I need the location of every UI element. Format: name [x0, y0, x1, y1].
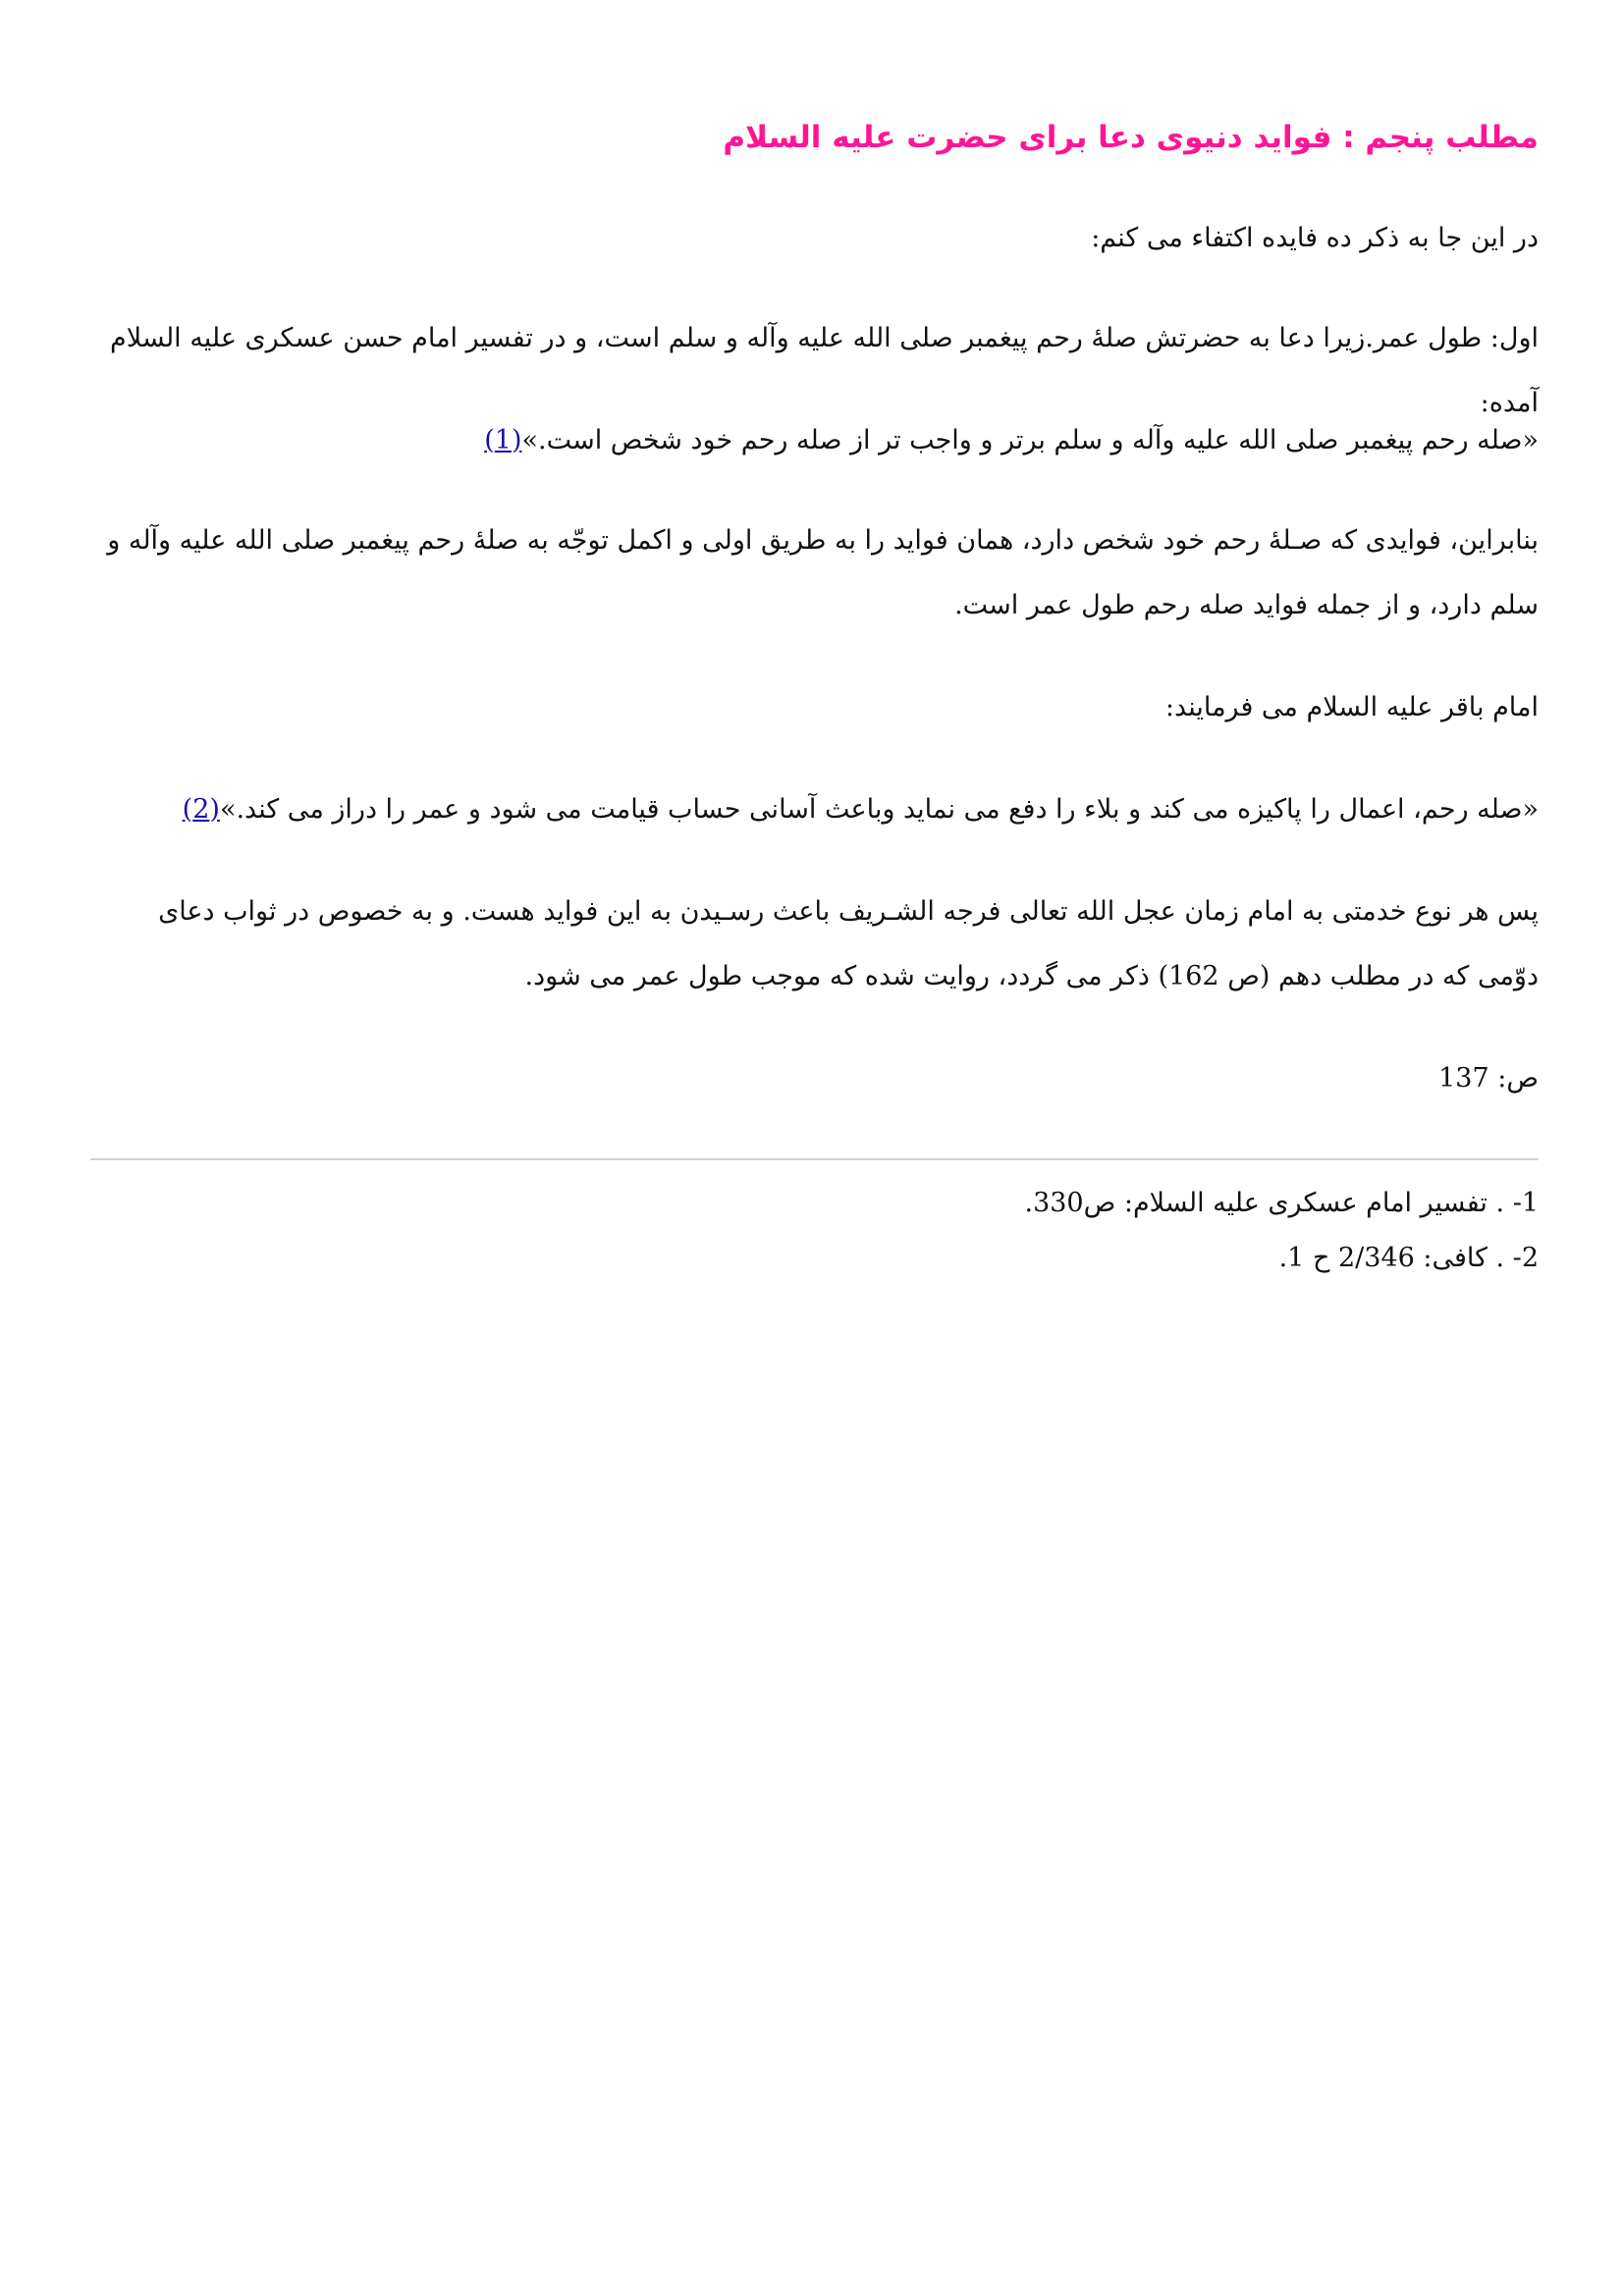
paragraph-quote-2 [90, 777, 1539, 842]
footnote-ref-1[interactable]: (1) [484, 425, 522, 455]
paragraph-imam-baqir [90, 675, 1539, 740]
paragraph-intro [90, 206, 1539, 271]
paragraph-quote-1 [90, 408, 1539, 473]
footnotes [90, 1176, 1539, 1286]
paragraph-text: امام باقر علیه السلام می فرمایند: [1164, 692, 1539, 722]
footnote-ref-2[interactable]: (2) [182, 794, 220, 825]
paragraph-text: اول: طول عمر.زیرا دعا به حضرتش صلهٔ رحم پیغمبر صلی الله علیه وآله و سلم است، و در تفسیر امام حسن عسکری علیه السلام آمده: [110, 323, 1539, 418]
paragraph-text: بنابراین، فوایدی که صـلهٔ رحم خود شخص دارد، همان فواید را به طریق اولی و اکمل توجّه به صلهٔ رحم پیغمبر صلی الله علیه وآله و سلم دارد، و از جمله فواید صله رحم طول عمر است. [107, 525, 1539, 620]
section-heading: مطلب پنجم : فواید دنیوی دعا برای حضرت علیه السلام [723, 120, 1539, 155]
paragraph-conclusion [90, 880, 1539, 1009]
page-number [90, 1046, 1539, 1111]
footnote-divider [90, 1158, 1539, 1160]
paragraph-text: پس هر نوع خدمتی به امام زمان عجل الله تعالی فرجه الشـریف باعث رسـیدن به این فواید هست. و به خصوص در ثواب دعای دوّمی که در مطلب دهم (ص 162) ذکر می گردد، روایت شده که موجب طول عمر می شود. [158, 896, 1539, 991]
paragraph-text: در این جا به ذکر ده فایده اکتفاء می کنم: [1091, 223, 1539, 253]
paragraph-text: «صله رحم، اعمال را پاکیزه می کند و بلاء را دفع می نماید وباعث آسانی حساب قیامت می شود و عمر را دراز می کند.» [219, 794, 1539, 825]
page-number-text: ص: 137 [1438, 1063, 1539, 1094]
footnote-2: 2- . کافی: 2/346 ح 1. [1278, 1243, 1539, 1273]
paragraph-therefore [90, 508, 1539, 638]
footnote-1: 1- . تفسیر امام عسکری علیه السلام: ص330. [1024, 1188, 1539, 1218]
paragraph-text: «صله رحم پیغمبر صلی الله علیه وآله و سلم برتر و واجب تر از صله رحم خود شخص است.» [521, 425, 1539, 455]
